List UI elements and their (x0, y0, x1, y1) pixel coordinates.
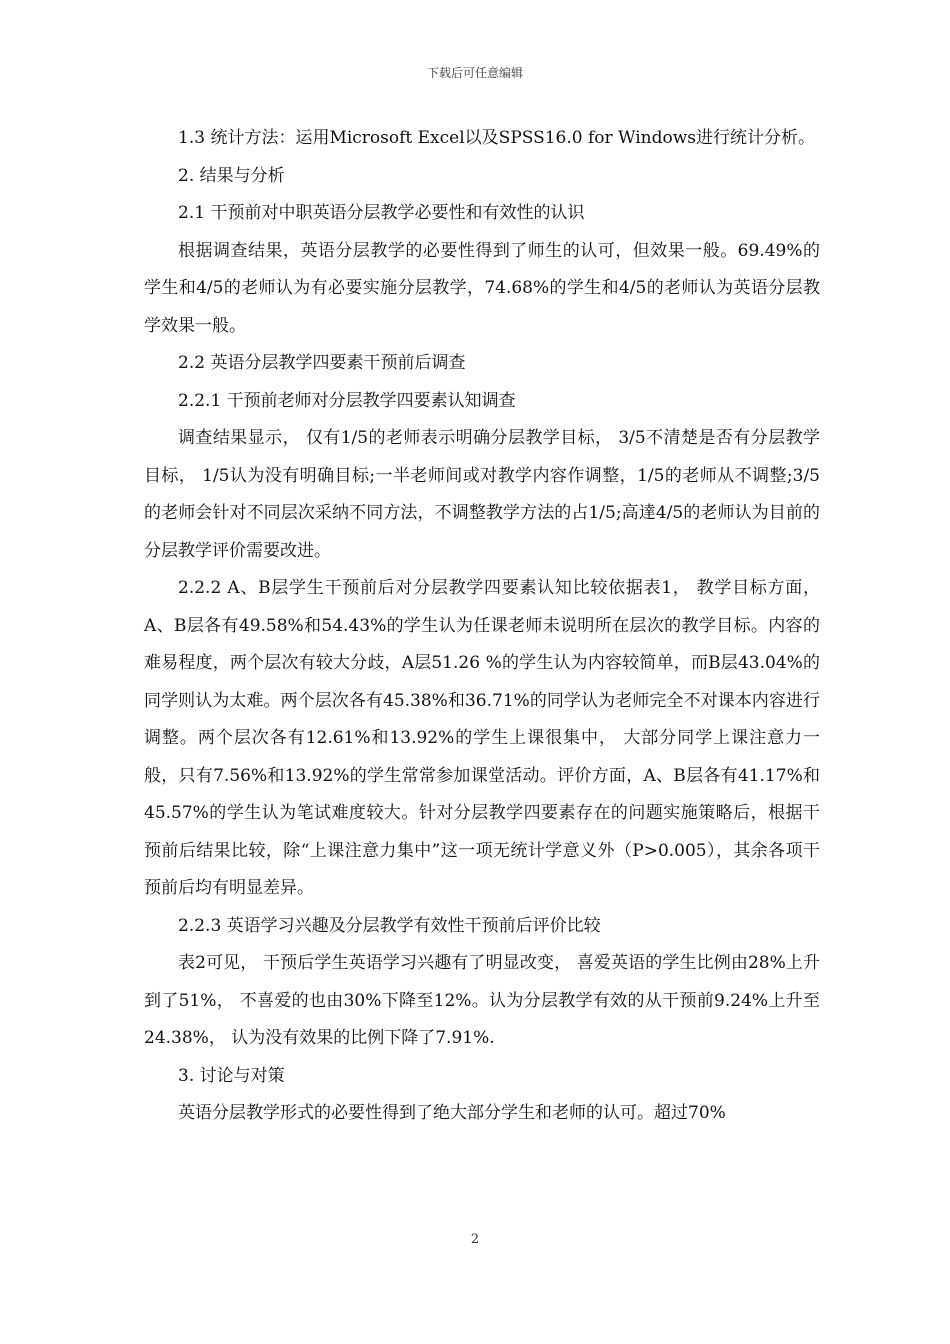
subsection-heading-2-2-3: 2.2.3 英语学习兴趣及分层教学有效性干预前后评价比较 (178, 915, 601, 936)
subsection-heading-2-2: 2.2 英语分层教学四要素干预前后调查 (178, 353, 466, 373)
paragraph-necessity-results: 根据调查结果，英语分层教学的必要性得到了师生的认可，但效果一般。69.49%的学生和4/5的老师认为有必要实施分层教学，74.68%的学生和4/5的老师认为英语分层教学效果一般。 (144, 240, 820, 336)
section-heading-results: 2. 结果与分析 (178, 165, 285, 186)
subsection-heading-2-1: 2.1 干预前对中职英语分层教学必要性和有效性的认识 (178, 203, 585, 223)
document-body (144, 120, 820, 1133)
section-heading-discussion: 3. 讨论与对策 (178, 1065, 285, 1086)
page-header: 下载后可任意编辑 (426, 66, 523, 80)
page-number: 2 (470, 1232, 480, 1247)
subsection-heading-2-2-1: 2.2.1 干预前老师对分层教学四要素认知调查 (178, 390, 516, 411)
paragraph-interest-comparison: 表2可见， 干预后学生英语学习兴趣有了明显改变， 喜爱英语的学生比例由28%上升到了51%， 不喜爱的也由30%下降至12%。认为分层教学有效的从干预前9.24%上升至24.38%， 认为没有效果的比例下降了7.91%. (144, 953, 820, 1048)
paragraph-student-comparison: 2.2.2 A、B层学生干预前后对分层教学四要素认知比较依据表1， 教学目标方面，A、B层各有49.58%和54.43%的学生认为任课老师未说明所在层次的教学目标。内容的难易程度，两个层次有较大分歧，A层51.26 %的学生认为内容较简单，而B层43.04%的同学则认为太难。两个层次各有45.38%和36.71%的同学认为老师完全不对课本内容进行调整。两个层次各有12.61%和13.92%的学生上课很集中， 大部分同学上课注意力一般，只有7.56%和13.92%的学生常常参加课堂活动。评价方面，A、B层各有41.17%和45.57%的学生认为笔试难度较大。针对分层教学四要素存在的问题实施策略后，根据干预前后结果比较，除“上课注意力集中”这一项无统计学意义外（P>0.005），其余各项干预前后均有明显差异。 (144, 578, 820, 898)
paragraph-statistical-method: 1.3 统计方法：运用Microsoft Excel以及SPSS16.0 for Windows进行统计分析。 (178, 128, 816, 148)
paragraph-discussion: 英语分层教学形式的必要性得到了绝大部分学生和老师的认可。超过70% (178, 1103, 726, 1123)
paragraph-teacher-survey: 调查结果显示， 仅有1/5的老师表示明确分层教学目标， 3/5不清楚是否有分层教学目标， 1/5认为没有明确目标;一半老师间或对教学内容作调整，1/5的老师从不调整;3/5的老师会针对不同层次采纳不同方法，不调整教学方法的占1/5;高達4/5的老师认为目前的分层教学评价需要改进。 (144, 428, 820, 561)
